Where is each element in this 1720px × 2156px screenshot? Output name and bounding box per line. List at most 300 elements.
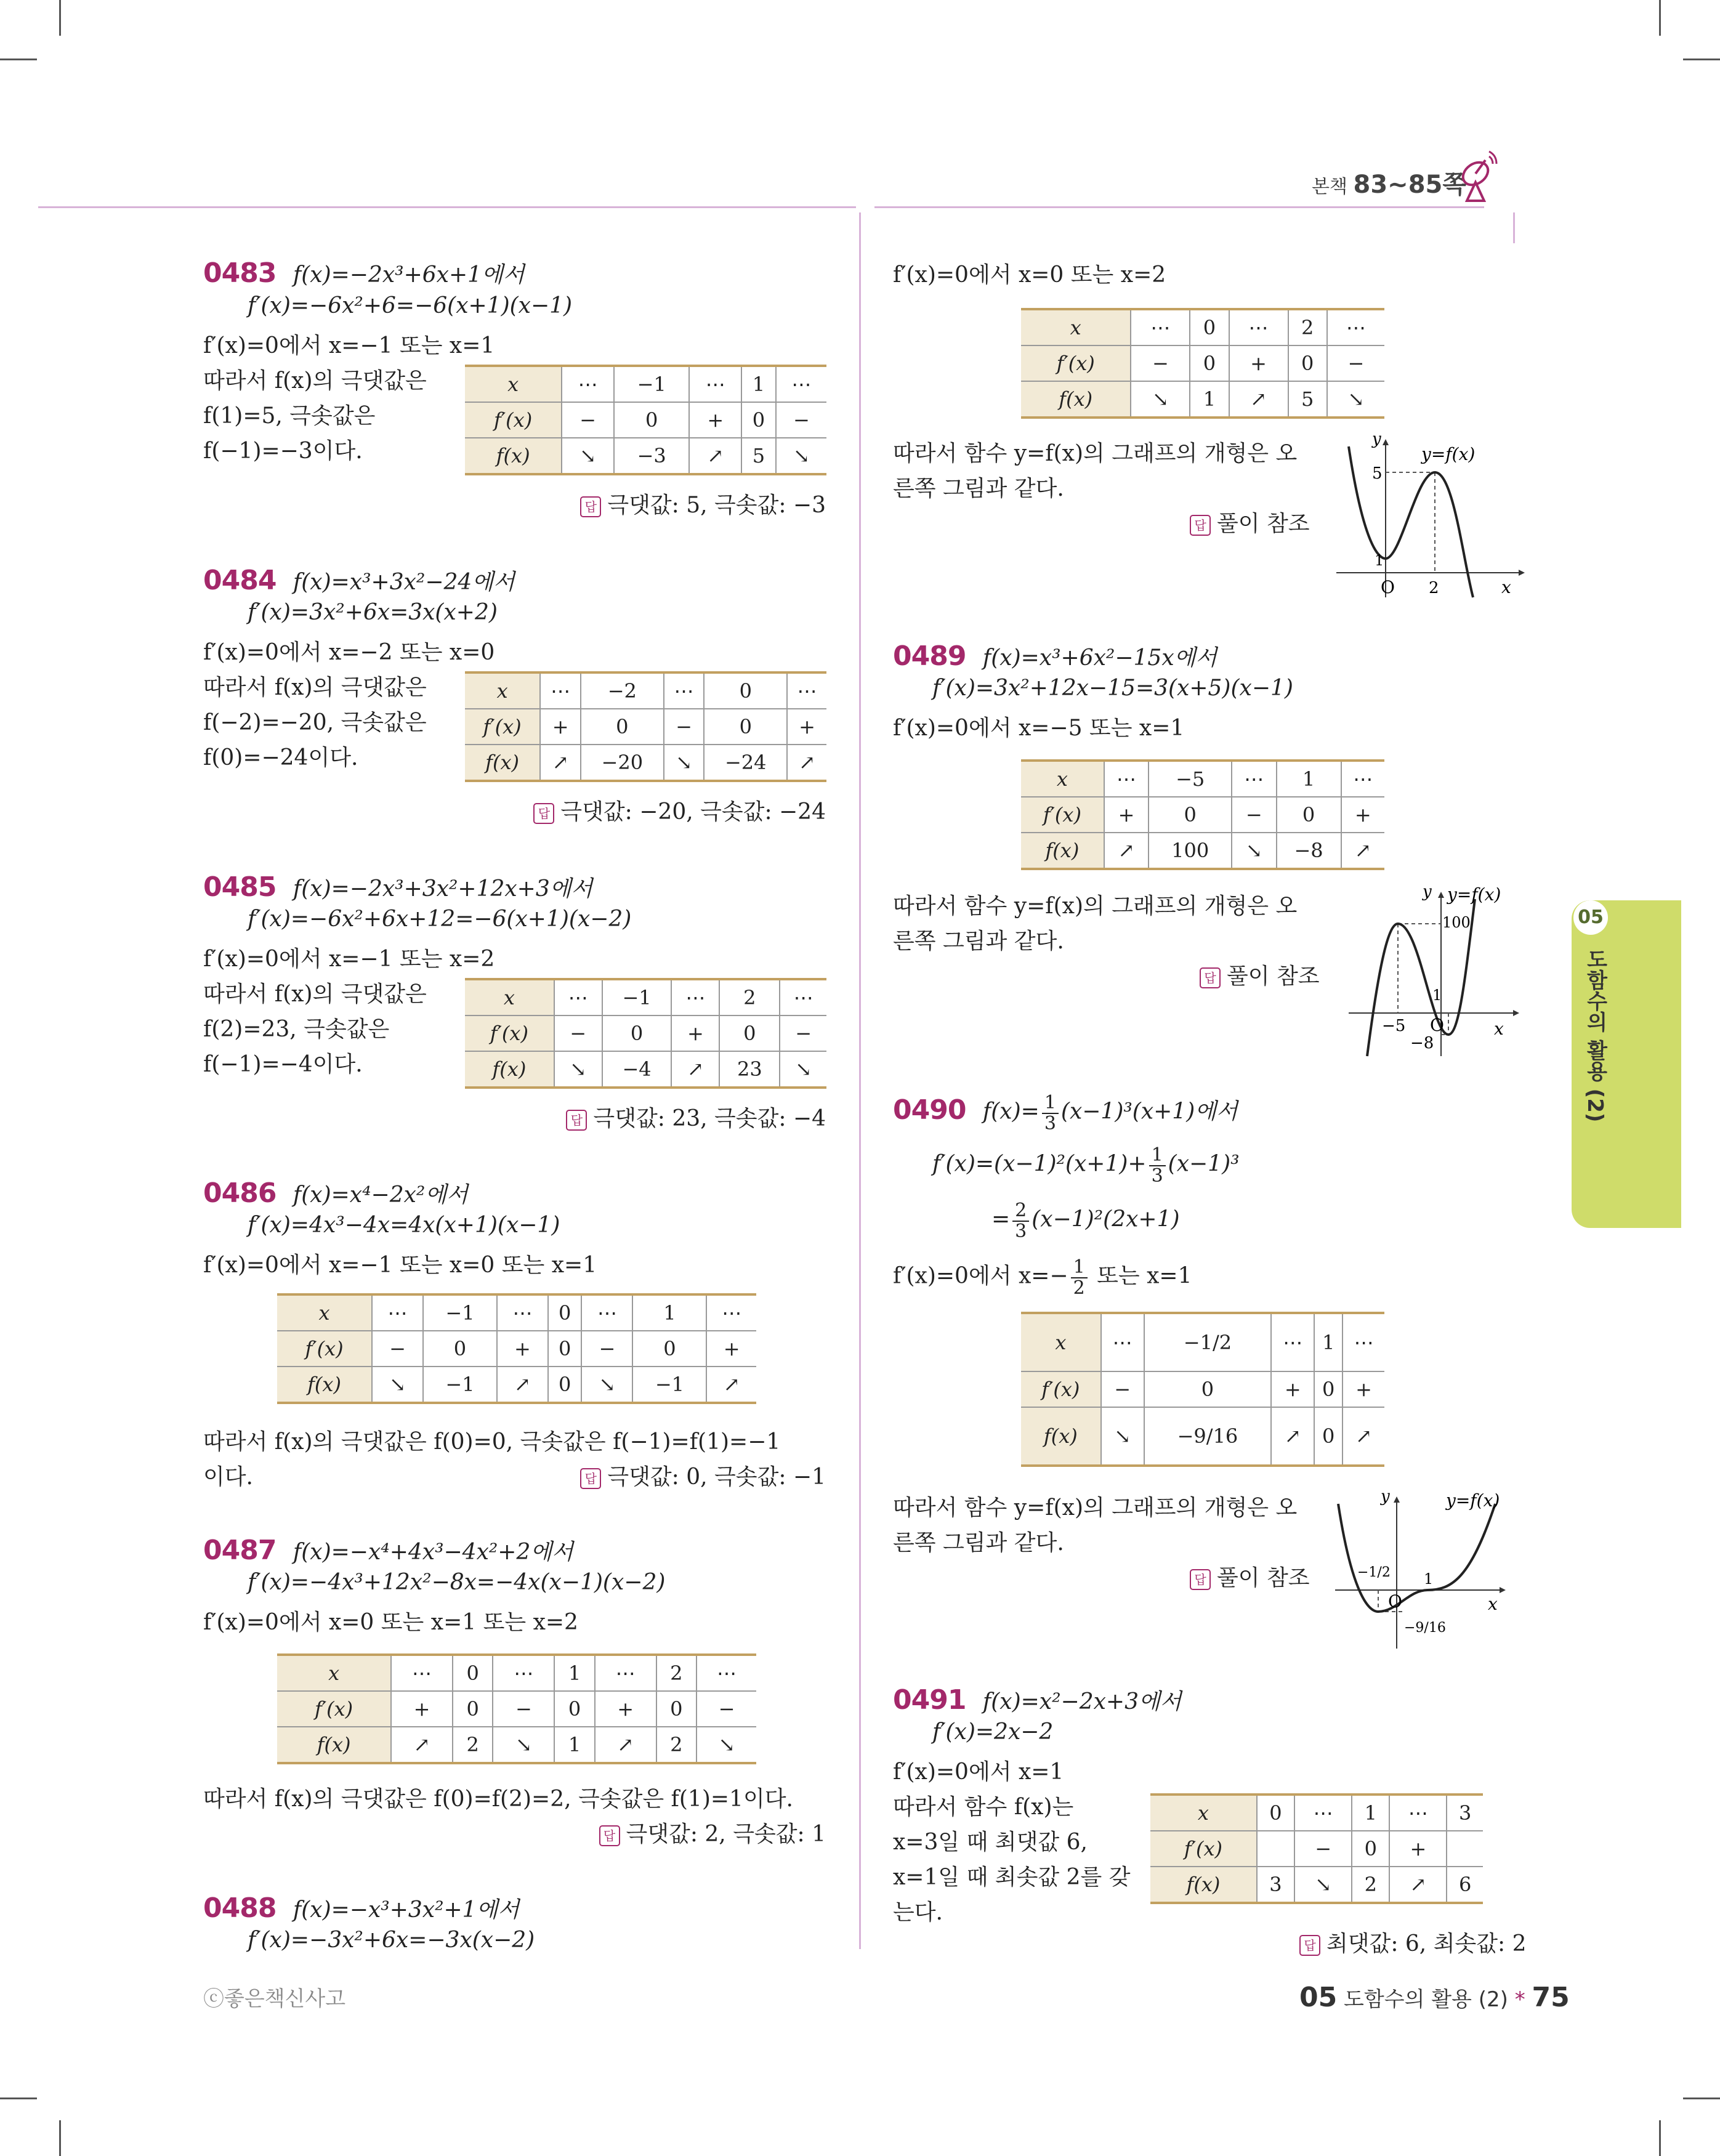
problem-0489-line-2: f′(x)=3x²+12x−15=3(x+5)(x−1): [932, 676, 1293, 701]
table-cell: 1: [1277, 761, 1341, 797]
curve-label: y=f(x): [1446, 1492, 1500, 1511]
page-footer: [1299, 1982, 1570, 2013]
table-cell: −1: [423, 1367, 497, 1403]
table-cell: 5: [741, 438, 776, 474]
table-cell: 0: [1288, 345, 1327, 381]
crop-mark: [1659, 2120, 1661, 2156]
table-cell: −: [696, 1691, 756, 1727]
problem-0490-line-2: [932, 1145, 1240, 1185]
problem-0491-line-4: 따라서 함수 f(x)는: [893, 1795, 1074, 1820]
numerator: 1: [1071, 1258, 1088, 1278]
table-cell: 0: [548, 1367, 582, 1403]
table-cell: ↘: [372, 1367, 423, 1403]
problem-0485-line-6: f(−1)=−4이다.: [203, 1052, 363, 1077]
x-tick-label: 1: [1424, 1570, 1434, 1588]
y-intercept-label: 1: [1432, 987, 1442, 1004]
crop-mark: [59, 0, 61, 36]
table-cell: ⋯: [497, 1294, 548, 1331]
page-reference: [1312, 165, 1466, 200]
problem-0483-line-2: f′(x)=−6x²+6=−6(x+1)(x−1): [248, 293, 573, 318]
table-cell: f(x): [277, 1367, 372, 1403]
side-tab-number: 05: [1573, 900, 1608, 935]
denominator: 3: [1044, 1112, 1056, 1134]
problem-0488-line-2: f′(x)=−3x²+6x=−3x(x−2): [248, 1928, 535, 1953]
table-cell: 1: [1314, 1313, 1342, 1371]
problem-0490-line-3: [991, 1201, 1180, 1241]
table-cell: 1: [1352, 1795, 1389, 1831]
table-cell: f(x): [277, 1727, 391, 1763]
table-cell: f′(x): [465, 1015, 554, 1051]
crop-mark: [1683, 2097, 1720, 2099]
table-cell: ↗: [1389, 1867, 1447, 1903]
table-cell: ↘: [1131, 381, 1190, 418]
table-cell: x: [1021, 309, 1131, 345]
fraction: [1149, 1145, 1166, 1185]
origin-label: O: [1381, 577, 1395, 597]
problem-0491-line-3: f′(x)=0에서 x=1: [893, 1759, 1064, 1785]
denominator: 3: [1151, 1165, 1163, 1187]
table-cell: −3: [614, 438, 689, 474]
table-cell: +: [595, 1691, 656, 1727]
problem-text: f(x)=x³+6x²−15x에서: [982, 645, 1217, 671]
problem-0491-line-6: x=1일 때 최솟값 2를 갖: [893, 1865, 1131, 1890]
answer-0491: [1299, 1926, 1527, 1958]
problem-0491-line-7: 는다.: [893, 1900, 943, 1925]
problem-0483-line-6: f(−1)=−3이다.: [203, 438, 363, 464]
table-cell: −: [581, 1331, 632, 1367]
table-cell: 0: [453, 1655, 493, 1691]
table-cell: ⋯: [1229, 309, 1288, 345]
answer-text: 최댓값: 6, 최솟값: 2: [1326, 1931, 1527, 1956]
answer-icon: 답: [566, 1110, 587, 1131]
numerator: 1: [1149, 1145, 1166, 1166]
table-cell: ⋯: [1101, 1313, 1144, 1371]
problem-0486-line-2: f′(x)=4x³−4x=4x(x+1)(x−1): [248, 1213, 560, 1238]
table-cell: x: [277, 1294, 372, 1331]
table-cell: 1: [554, 1727, 595, 1763]
table-cell: ⋯: [562, 366, 614, 402]
problem-0490-line-4: [893, 1258, 1192, 1298]
min-value-label: −9/16: [1404, 1620, 1446, 1636]
answer-icon: 답: [1200, 967, 1221, 988]
table-cell: ⋯: [1131, 309, 1190, 345]
table-cell: 23: [719, 1051, 780, 1088]
table-cell: ↗: [391, 1727, 453, 1763]
table-cell: 0: [741, 402, 776, 438]
table-cell: 0: [554, 1691, 595, 1727]
x-axis-label: x: [1494, 1019, 1504, 1039]
answer-text: 풀이 참조: [1227, 964, 1320, 989]
table-cell: 2: [656, 1727, 697, 1763]
problem-text: f′(x)=0에서 x=−: [893, 1263, 1068, 1289]
table-cell: 0: [632, 1331, 706, 1367]
table-cell: ⋯: [1389, 1795, 1447, 1831]
table-cell: ↗: [1104, 833, 1149, 869]
problem-text: f′(x)=(x−1)²(x+1)+: [932, 1151, 1147, 1177]
problem-0488-line-4: 따라서 함수 y=f(x)의 그래프의 개형은 오: [893, 441, 1298, 466]
page-number: 75: [1532, 1982, 1570, 2013]
answer-text: 극댓값: −20, 극솟값: −24: [560, 799, 826, 825]
table-cell: 1: [1190, 381, 1229, 418]
table-cell: ⋯: [1232, 761, 1277, 797]
header-rule-end: [1513, 212, 1515, 243]
table-cell: 3: [1257, 1867, 1294, 1903]
problem-number: 0486: [203, 1177, 277, 1209]
table-cell: ⋯: [540, 672, 581, 709]
variation-table-0486: [277, 1293, 756, 1404]
table-cell: ↗: [595, 1727, 656, 1763]
table-cell: ⋯: [1294, 1795, 1352, 1831]
problem-0486-line-1: [203, 1177, 468, 1209]
problem-0489-line-4: 따라서 함수 y=f(x)의 그래프의 개형은 오: [893, 894, 1298, 919]
problem-0483-line-3: f′(x)=0에서 x=−1 또는 x=1: [203, 333, 495, 358]
answer-text: 극댓값: 23, 극솟값: −4: [593, 1106, 826, 1131]
table-cell: ↘: [664, 745, 705, 781]
table-cell: f′(x): [465, 709, 540, 745]
table-cell: x: [465, 672, 540, 709]
problem-0489-line-1: [893, 640, 1217, 672]
table-cell: −9/16: [1144, 1407, 1272, 1466]
column-divider: [859, 212, 861, 1949]
variation-table-0484: [465, 671, 826, 782]
table-cell: f′(x): [277, 1331, 372, 1367]
problem-0485-line-3: f′(x)=0에서 x=−1 또는 x=2: [203, 947, 495, 972]
table-cell: x: [1021, 761, 1104, 797]
table-cell: 0: [1144, 1371, 1272, 1407]
table-cell: −24: [704, 745, 787, 781]
problem-0490-line-1: [893, 1093, 1238, 1133]
table-cell: +: [1342, 1371, 1384, 1407]
ref-pages: 83~85쪽: [1353, 171, 1466, 199]
table-cell: −20: [581, 745, 664, 781]
problem-0483-line-5: f(1)=5, 극솟값은: [203, 403, 376, 429]
table-cell: ⋯: [706, 1294, 756, 1331]
table-cell: +: [1341, 797, 1384, 833]
min-value-label: −8: [1410, 1034, 1434, 1052]
table-cell: ↘: [1101, 1407, 1144, 1466]
answer-0486: [580, 1460, 826, 1491]
table-cell: ⋯: [787, 672, 826, 709]
table-cell: ⋯: [372, 1294, 423, 1331]
problem-text: 또는 x=1: [1089, 1263, 1192, 1289]
table-cell: −: [1294, 1831, 1352, 1867]
table-cell: 2: [453, 1727, 493, 1763]
table-cell: 0: [656, 1691, 697, 1727]
table-cell: −: [1327, 345, 1384, 381]
table-cell: f(x): [465, 438, 562, 474]
answer-icon: 답: [533, 803, 554, 824]
table-cell: ⋯: [780, 979, 826, 1015]
fraction: [1071, 1258, 1088, 1298]
table-cell: +: [689, 402, 741, 438]
table-cell: −8: [1277, 833, 1341, 869]
problem-0489-line-3: f′(x)=0에서 x=−5 또는 x=1: [893, 716, 1185, 741]
table-cell: 0: [602, 1015, 672, 1051]
table-cell: −: [372, 1331, 423, 1367]
variation-table-0483: [465, 365, 826, 475]
answer-text: 풀이 참조: [1217, 1565, 1310, 1591]
table-cell: f(x): [1150, 1867, 1257, 1903]
variation-table-0491: [1150, 1793, 1483, 1904]
fraction: [1042, 1093, 1059, 1133]
table-cell: 1: [554, 1655, 595, 1691]
problem-number: 0489: [893, 640, 966, 672]
problem-0489-line-5: 른쪽 그림과 같다.: [893, 929, 1064, 954]
table-cell: f(x): [465, 1051, 554, 1088]
problem-0491-line-2: f′(x)=2x−2: [932, 1719, 1054, 1745]
graph-0488: [1336, 434, 1533, 600]
numerator: 1: [1042, 1093, 1059, 1114]
table-cell: ⋯: [664, 672, 705, 709]
table-cell: x: [277, 1655, 391, 1691]
table-cell: ↗: [689, 438, 741, 474]
problem-0485-line-1: [203, 871, 592, 903]
problem-0484-line-1: [203, 565, 515, 596]
problem-0488-line-1: [203, 1892, 519, 1924]
table-cell: −: [554, 1015, 602, 1051]
variation-table-0490: [1021, 1312, 1384, 1467]
table-cell: 3: [1447, 1795, 1483, 1831]
problem-number: 0490: [893, 1094, 966, 1126]
table-cell: f′(x): [465, 402, 562, 438]
y-tick-label: 100: [1442, 914, 1471, 931]
table-cell: ↘: [493, 1727, 554, 1763]
table-cell: 0: [1314, 1371, 1342, 1407]
table-cell: 5: [1288, 381, 1327, 418]
table-cell: ⋯: [554, 979, 602, 1015]
answer-icon: 답: [1299, 1935, 1320, 1956]
problem-0486-line-5: 이다.: [203, 1464, 253, 1490]
table-cell: −1: [423, 1294, 497, 1331]
y-axis-label: y: [1381, 1492, 1390, 1506]
table-cell: 0: [704, 672, 787, 709]
table-cell: ↘: [696, 1727, 756, 1763]
answer-0489: [1200, 959, 1320, 990]
table-cell: ⋯: [1104, 761, 1149, 797]
table-cell: −: [664, 709, 705, 745]
table-cell: f′(x): [1150, 1831, 1257, 1867]
table-cell: ↘: [562, 438, 614, 474]
table-cell: −1: [602, 979, 672, 1015]
table-cell: ⋯: [1271, 1313, 1314, 1371]
answer-text: 풀이 참조: [1217, 511, 1310, 536]
crop-mark: [0, 59, 37, 60]
problem-0485-line-4: 따라서 f(x)의 극댓값은: [203, 982, 427, 1007]
table-cell: ⋯: [1342, 1313, 1384, 1371]
problem-0483-line-1: [203, 257, 525, 289]
problem-0484-line-6: f(0)=−24이다.: [203, 745, 358, 770]
table-cell: ⋯: [595, 1655, 656, 1691]
problem-0485-line-5: f(2)=23, 극솟값은: [203, 1017, 390, 1042]
header-rule-right: [874, 206, 1484, 208]
x-axis-label: x: [1501, 577, 1511, 597]
denominator: 2: [1073, 1277, 1085, 1299]
side-tab-label: 도함수의 활용 (2): [1583, 948, 1607, 1123]
table-cell: [1257, 1831, 1294, 1867]
answer-text: 극댓값: 2, 극솟값: 1: [626, 1822, 826, 1847]
table-cell: −: [493, 1691, 554, 1727]
ref-prefix: 본책: [1312, 176, 1347, 198]
curve-label: y=f(x): [1447, 887, 1501, 905]
x-axis-label: x: [1488, 1594, 1498, 1614]
variation-table-0488: [1021, 308, 1384, 419]
table-cell: 0: [423, 1331, 497, 1367]
curve-label: y=f(x): [1421, 444, 1476, 464]
table-cell: f′(x): [1021, 1371, 1101, 1407]
problem-0490-line-5: 따라서 함수 y=f(x)의 그래프의 개형은 오: [893, 1495, 1298, 1520]
table-cell: ⋯: [689, 366, 741, 402]
table-cell: 0: [548, 1331, 582, 1367]
answer-0487: [599, 1817, 826, 1848]
answer-0488: [1190, 506, 1310, 538]
problem-0487-line-3: f′(x)=0에서 x=0 또는 x=1 또는 x=2: [203, 1610, 578, 1635]
table-cell: +: [540, 709, 581, 745]
table-cell: +: [706, 1331, 756, 1367]
table-cell: ↘: [1327, 381, 1384, 418]
variation-table-0485: [465, 978, 826, 1089]
problem-text: f(x)=: [982, 1099, 1040, 1124]
table-cell: x: [1021, 1313, 1101, 1371]
crop-mark: [59, 2120, 61, 2156]
table-cell: ↘: [780, 1051, 826, 1088]
table-cell: f(x): [1021, 833, 1104, 869]
table-cell: ↘: [554, 1051, 602, 1088]
table-cell: ↗: [1342, 1407, 1384, 1466]
problem-0487-line-1: [203, 1535, 573, 1566]
footer-bullet: *: [1514, 1987, 1525, 2012]
table-cell: −: [776, 402, 826, 438]
table-cell: +: [391, 1691, 453, 1727]
problem-text: (x−1)²(2x+1): [1032, 1206, 1180, 1232]
problem-0488-line-3: f′(x)=0에서 x=0 또는 x=2: [893, 262, 1166, 288]
answer-icon: 답: [580, 1468, 601, 1489]
table-cell: 100: [1149, 833, 1232, 869]
table-cell: 0: [1277, 797, 1341, 833]
answer-icon: 답: [580, 496, 601, 517]
problem-0484-line-2: f′(x)=3x²+6x=3x(x+2): [248, 600, 498, 625]
problem-text: f(x)=x²−2x+3에서: [982, 1689, 1182, 1714]
problem-0488-line-5: 른쪽 그림과 같다.: [893, 476, 1064, 501]
answer-0490: [1190, 1560, 1310, 1592]
footer-chapter-number: 05: [1299, 1982, 1338, 2013]
table-cell: −1: [632, 1367, 706, 1403]
problem-number: 0485: [203, 871, 277, 903]
table-cell: +: [1389, 1831, 1447, 1867]
problem-0487-line-4: 따라서 f(x)의 극댓값은 f(0)=f(2)=2, 극솟값은 f(1)=1이다.: [203, 1787, 793, 1812]
table-cell: ↗: [497, 1367, 548, 1403]
problem-0487-line-2: f′(x)=−4x³+12x²−8x=−4x(x−1)(x−2): [248, 1570, 666, 1595]
origin-label: O: [1430, 1015, 1444, 1035]
table-cell: 0: [1314, 1407, 1342, 1466]
table-cell: 2: [656, 1655, 697, 1691]
table-cell: 0: [1190, 345, 1229, 381]
table-cell: ↘: [581, 1367, 632, 1403]
table-cell: −: [1131, 345, 1190, 381]
table-cell: f(x): [465, 745, 540, 781]
table-cell: 2: [1288, 309, 1327, 345]
problem-text: =: [991, 1206, 1011, 1232]
variation-table-0489: [1021, 759, 1384, 870]
answer-0483: [580, 488, 826, 519]
problem-0484-line-5: f(−2)=−20, 극솟값은: [203, 710, 427, 735]
table-cell: +: [787, 709, 826, 745]
problem-text: f(x)=−2x³+3x²+12x+3에서: [293, 876, 593, 902]
table-cell: x: [465, 979, 554, 1015]
x-tick-label-fraction: −1/2: [1357, 1565, 1391, 1580]
table-cell: +: [1229, 345, 1288, 381]
problem-text: (x−1)³: [1168, 1151, 1240, 1177]
table-cell: −1: [614, 366, 689, 402]
answer-0484: [533, 794, 826, 826]
table-cell: ↗: [706, 1367, 756, 1403]
problem-0491-line-5: x=3일 때 최댓값 6,: [893, 1830, 1088, 1855]
table-cell: 2: [719, 979, 780, 1015]
y-intercept-label: 1: [1375, 552, 1384, 569]
table-cell: 0: [581, 709, 664, 745]
y-axis-label: y: [1423, 887, 1432, 901]
table-cell: 1: [632, 1294, 706, 1331]
table-cell: f′(x): [1021, 797, 1104, 833]
problem-0490-line-6: 른쪽 그림과 같다.: [893, 1530, 1064, 1556]
x-tick-label: 2: [1429, 579, 1439, 597]
table-cell: 2: [1352, 1867, 1389, 1903]
table-cell: 6: [1447, 1867, 1483, 1903]
copyright: ⓒ좋은책신사고: [203, 1987, 346, 2011]
table-cell: ↗: [1271, 1407, 1314, 1466]
table-cell: 0: [719, 1015, 780, 1051]
fraction: [1012, 1201, 1029, 1241]
table-cell: +: [1271, 1371, 1314, 1407]
table-cell: +: [671, 1015, 719, 1051]
answer-text: 극댓값: 5, 극솟값: −3: [607, 493, 826, 518]
table-cell: x: [1150, 1795, 1257, 1831]
table-cell: ⋯: [391, 1655, 453, 1691]
table-cell: f′(x): [1021, 345, 1131, 381]
problem-text: f(x)=−x³+3x²+1에서: [293, 1897, 520, 1923]
problem-number: 0491: [893, 1684, 966, 1716]
table-cell: +: [1104, 797, 1149, 833]
problem-0483-line-4: 따라서 f(x)의 극댓값은: [203, 368, 427, 394]
table-cell: ⋯: [493, 1655, 554, 1691]
table-cell: ⋯: [1341, 761, 1384, 797]
table-cell: ↘: [1232, 833, 1277, 869]
table-cell: 0: [1190, 309, 1229, 345]
table-cell: [1447, 1831, 1483, 1867]
graph-0489: [1349, 887, 1527, 1059]
table-cell: −5: [1149, 761, 1232, 797]
problem-text: f(x)=x⁴−2x²에서: [293, 1182, 468, 1208]
satellite-icon: [1453, 145, 1503, 207]
table-cell: +: [497, 1331, 548, 1367]
table-cell: f(x): [1021, 381, 1131, 418]
table-cell: −: [1101, 1371, 1144, 1407]
problem-number: 0483: [203, 257, 277, 289]
x-tick-label: −5: [1382, 1017, 1406, 1035]
crop-mark: [0, 2097, 37, 2099]
table-cell: 0: [1257, 1795, 1294, 1831]
table-cell: 0: [1352, 1831, 1389, 1867]
header-rule-left: [38, 206, 856, 208]
problem-0485-line-2: f′(x)=−6x²+6x+12=−6(x+1)(x−2): [248, 906, 632, 932]
table-cell: x: [465, 366, 562, 402]
numerator: 2: [1012, 1201, 1029, 1222]
table-cell: −: [562, 402, 614, 438]
table-cell: ⋯: [1327, 309, 1384, 345]
table-cell: ⋯: [776, 366, 826, 402]
table-cell: ⋯: [696, 1655, 756, 1691]
table-cell: ↘: [1294, 1867, 1352, 1903]
y-axis-label: y: [1372, 434, 1381, 448]
